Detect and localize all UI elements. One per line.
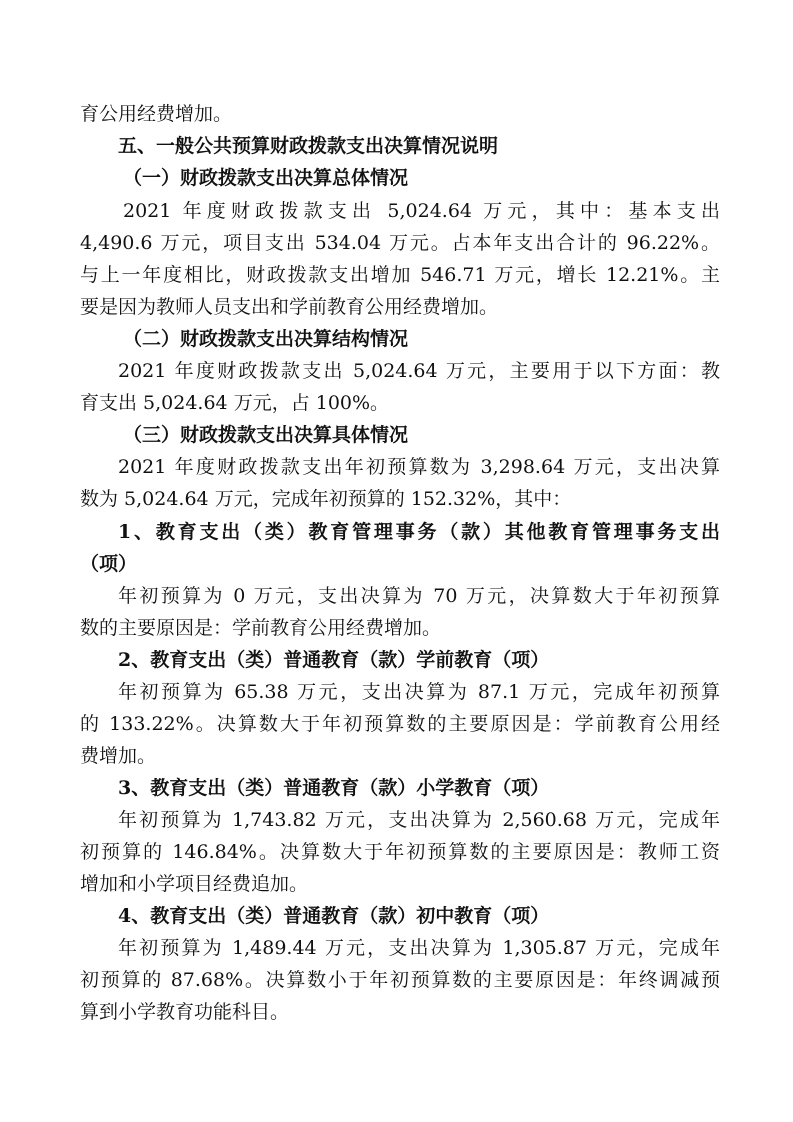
paragraph-line: 育支出 5,024.64 万元，占 100%。: [80, 392, 390, 414]
paragraph-line: 年初预算为 0 万元，支出决算为 70 万元，决算数大于年初预算: [118, 585, 720, 607]
paragraph-line: 2021 年度财政拨款支出年初预算数为 3,298.64 万元，支出决算: [118, 456, 720, 478]
item-heading: 4、教育支出（类）普通教育（款）初中教育（项）: [118, 905, 550, 927]
paragraph-line: 初预算的 87.68%。决算数小于年初预算数的主要原因是：年终调减预: [80, 969, 720, 991]
item-heading: 3、教育支出（类）普通教育（款）小学教育（项）: [118, 777, 550, 799]
subsection-heading: （一）财政拨款支出决算总体情况: [123, 167, 409, 189]
paragraph-line: 年初预算为 1,489.44 万元，支出决算为 1,305.87 万元，完成年: [118, 937, 720, 959]
paragraph-line: 增加和小学项目经费追加。: [80, 873, 309, 895]
paragraph-line: 要是因为教师人员支出和学前教育公用经费增加。: [80, 296, 499, 318]
paragraph-line: 数为 5,024.64 万元，完成年初预算的 152.32%，其中：: [80, 488, 572, 510]
paragraph-line: 年初预算为 65.38 万元，支出决算为 87.1 万元，完成年初预算: [118, 681, 720, 703]
paragraph-line: 4,490.6 万元，项目支出 534.04 万元。占本年支出合计的 96.22%。: [80, 232, 720, 254]
item-heading: 2、教育支出（类）普通教育（款）学前教育（项）: [118, 649, 550, 671]
paragraph-line: 2021 年度财政拨款支出 5,024.64 万元，其中：基本支出: [123, 200, 720, 222]
subsection-heading: （三）财政拨款支出决算具体情况: [123, 424, 409, 446]
subsection-heading: （二）财政拨款支出决算结构情况: [123, 328, 409, 350]
paragraph-line: 费增加。: [80, 745, 157, 767]
paragraph-line: 2021 年度财政拨款支出 5,024.64 万元，主要用于以下方面：教: [118, 360, 720, 382]
paragraph-line: 的 133.22%。决算数大于年初预算数的主要原因是：学前教育公用经: [80, 713, 720, 735]
paragraph-line: 年初预算为 1,743.82 万元，支出决算为 2,560.68 万元，完成年: [118, 809, 720, 831]
item-heading: （项）: [80, 553, 138, 575]
paragraph-line: 初预算的 146.84%。决算数大于年初预算数的主要原因是：教师工资: [80, 841, 720, 863]
item-heading: 1、教育支出（类）教育管理事务（款）其他教育管理事务支出: [118, 521, 720, 543]
paragraph-line: 数的主要原因是：学前教育公用经费增加。: [80, 617, 442, 639]
paragraph-line: 与上一年度相比，财政拨款支出增加 546.71 万元，增长 12.21%。主: [80, 264, 720, 286]
paragraph-line: 算到小学教育功能科目。: [80, 1001, 290, 1023]
paragraph-line: 育公用经费增加。: [80, 103, 233, 125]
section-heading: 五、一般公共预算财政拨款支出决算情况说明: [118, 135, 499, 157]
